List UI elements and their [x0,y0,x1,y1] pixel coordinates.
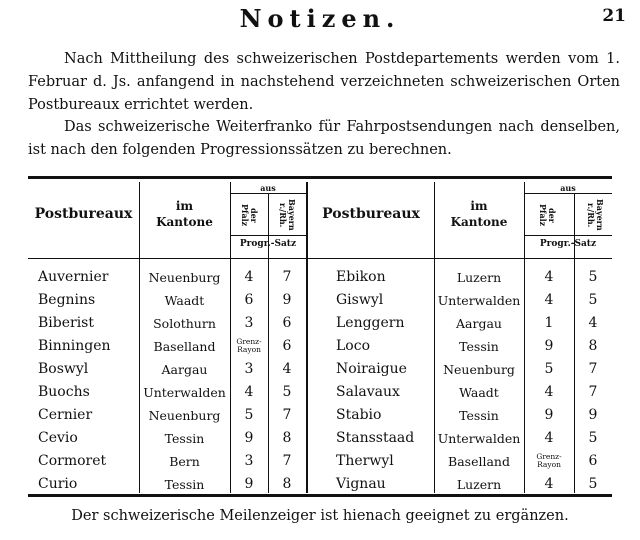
pfalz-value: 4 [544,269,554,285]
bayern-value: 5 [282,384,292,400]
progr-rule [524,235,612,236]
page-title: Notizen. [239,4,401,33]
pfalz-value: 4 [544,476,554,492]
column-header-postbureaux: Postbureaux [322,206,420,222]
bayern-value: 8 [282,476,292,492]
canton-name: Luzern [456,270,502,285]
place-name: Noiraigue [336,361,407,377]
bayern-value: 5 [588,292,598,308]
place-name: Ebikon [336,269,386,285]
pfalz-value: 6 [244,292,254,308]
column-header-pfalz: der Pfalz [538,203,557,227]
bayern-value: 9 [588,407,598,423]
column-header-progr: Progr.-Satz [239,239,297,249]
table-row [0,358,640,381]
column-header-aus: aus [260,183,276,193]
table-row [0,450,640,473]
bayern-value: 4 [588,315,598,331]
canton-name: Tessin [459,339,499,354]
column-header-bayern: Bayern r./Rh. [586,199,605,231]
canton-name: Neuenburg [443,362,515,377]
place-name: Giswyl [336,292,384,308]
intro-paragraph-1: Nach Mittheilung des schweizerischen Postdepartements werden vom 1. Februar d. Js. anfangend in nachstehend verzeichneten schweizerischen Orten Postbureaux errichtet werden. [28,51,620,113]
table-row [0,404,640,427]
pfalz-value: 4 [244,269,254,285]
bayern-value: 5 [588,476,598,492]
pfalz-value: 5 [544,361,554,377]
table-row [0,289,640,312]
pfalz-value: 9 [544,407,554,423]
canton-name: Unterwalden [143,385,226,400]
place-name: Therwyl [336,453,394,469]
pfalz-value: 3 [244,361,254,377]
place-name: Curio [38,476,78,492]
pfalz-value: 4 [544,384,554,400]
column-header-im: im [175,199,194,213]
place-name: Biberist [38,315,94,331]
column-header-progr: Progr.-Satz [539,239,597,249]
bayern-value: 5 [588,430,598,446]
place-name: Salavaux [336,384,400,400]
aus-rule [524,193,612,194]
table-top-rule [28,176,612,179]
pfalz-value: 9 [244,476,254,492]
canton-name: Tessin [459,408,499,423]
canton-name: Waadt [459,385,499,400]
aus-rule [230,193,306,194]
canton-name: Luzern [456,477,502,492]
pfalz-value: 4 [244,384,254,400]
column-header-pfalz: der Pfalz [240,203,259,227]
pfalz-value: 5 [244,407,254,423]
canton-name: Tessin [164,431,205,446]
bayern-value: 6 [282,338,292,354]
canton-name: Baselland [448,454,510,469]
canton-name: Neuenburg [148,270,221,285]
pfalz-value: 4 [544,430,554,446]
pfalz-value: Grenz-Rayon [536,452,562,469]
pfalz-value: Grenz-Rayon [236,337,262,354]
bayern-value: 7 [282,269,292,285]
bayern-value: 7 [588,361,598,377]
column-header-kantone: Kantone [156,215,213,229]
place-name: Cernier [38,407,93,423]
canton-name: Bern [169,454,200,469]
place-name: Loco [336,338,370,354]
bayern-value: 7 [282,407,292,423]
bayern-value: 4 [282,361,292,377]
progr-rule [230,235,306,236]
place-name: Auvernier [38,269,109,285]
table-row [0,473,640,496]
column-header-kantone: Kantone [450,215,508,229]
place-name: Cevio [38,430,78,446]
intro-paragraph-2: Das schweizerische Weiterfranko für Fahrpostsendungen nach denselben, ist nach den folgenden Progressionssätzen zu berechnen. [28,119,620,158]
bayern-value: 7 [282,453,292,469]
bayern-value: 8 [588,338,598,354]
place-name: Buochs [38,384,90,400]
canton-name: Aargau [161,362,208,377]
pfalz-value: 3 [244,453,254,469]
column-header-aus: aus [560,183,576,193]
page-number: 21 [602,6,626,26]
bayern-value: 8 [282,430,292,446]
bayern-value: 6 [588,453,598,469]
table-row [0,312,640,335]
place-name: Stansstaad [336,430,415,446]
table-row [0,335,640,358]
column-header-postbureaux: Postbureaux [34,206,133,222]
place-name: Stabio [336,407,382,423]
canton-name: Baselland [153,339,216,354]
bayern-value: 6 [282,315,292,331]
place-name: Cormoret [38,453,107,469]
place-name: Boswyl [38,361,89,377]
pfalz-value: 3 [244,315,254,331]
bayern-value: 5 [588,269,598,285]
footer-note: Der schweizerische Meilenzeiger ist hienach geeignet zu ergänzen. [71,508,569,524]
pfalz-value: 1 [544,315,554,331]
place-name: Lenggern [336,315,405,331]
canton-name: Unterwalden [437,431,521,446]
canton-name: Aargau [456,316,502,331]
canton-name: Waadt [164,293,205,308]
pfalz-value: 4 [544,292,554,308]
pfalz-value: 9 [544,338,554,354]
table-row [0,427,640,450]
place-name: Vignau [336,476,386,492]
table-row [0,381,640,404]
canton-name: Neuenburg [148,408,221,423]
canton-name: Tessin [164,477,205,492]
column-header-bayern: Bayern r./Rh. [278,199,297,231]
table-row [0,266,640,289]
place-name: Binningen [38,338,111,354]
column-header-im: im [470,199,488,213]
place-name: Begnins [38,292,96,308]
bayern-value: 7 [588,384,598,400]
canton-name: Solothurn [153,316,216,331]
canton-name: Unterwalden [437,293,521,308]
bayern-value: 9 [282,292,292,308]
pfalz-value: 9 [244,430,254,446]
